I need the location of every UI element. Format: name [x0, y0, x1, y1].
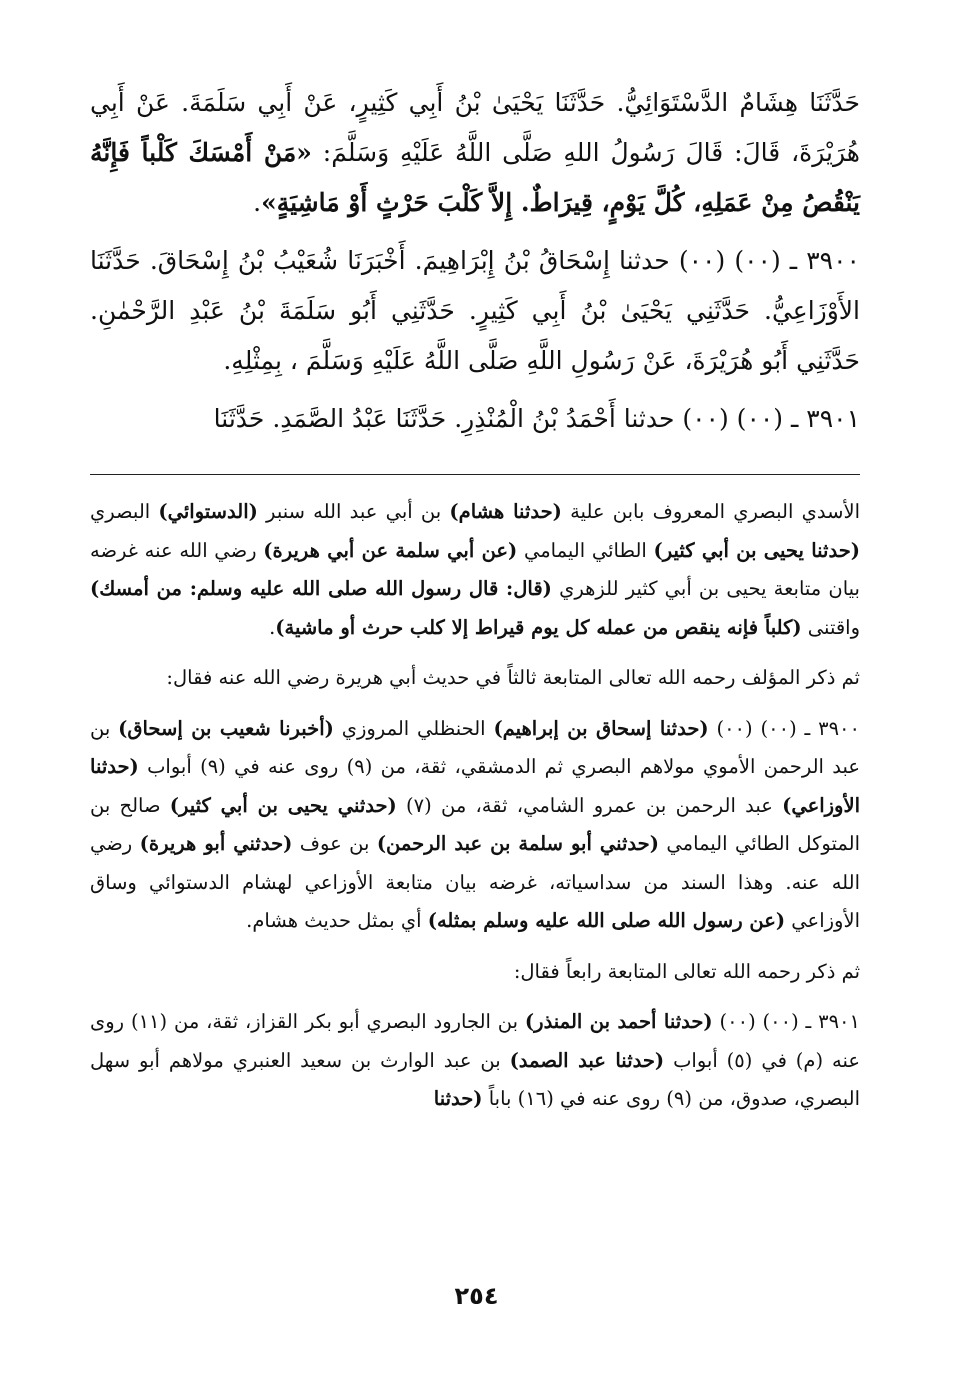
- text-segment: ٣٩٠١ ـ (٠٠) (٠٠): [712, 1010, 861, 1033]
- text-segment: الطائي اليمامي: [517, 538, 654, 562]
- commentary-paragraph-2: ثم ذكر المؤلف رحمه الله تعالى المتابعة ثالثاً في حديث أبي هريرة رضي الله عنه فقال:: [166, 666, 860, 689]
- commentary-paragraph-4: ثم ذكر رحمه الله تعالى المتابعة رابعاً فقال:: [513, 959, 860, 983]
- text-segment: بن عبد الوارث بن سعيد العنبري مولاهم أبو سهل البصري، صدوق، من (٩) روى عنه في (١٦) باباً: [90, 1048, 860, 1110]
- page-number: ٢٥٤: [454, 1282, 499, 1310]
- commentary-paragraph-1: [90, 493, 860, 647]
- hadith-paragraph-1: [90, 78, 860, 228]
- text-segment: رضي الله عنه. وهذا السند من سداسياته، غرضه بيان متابعة الأوزاعي لهشام الدستوائي وساق الأوزاعي: [90, 832, 860, 932]
- quoted-segment: (حدثنا هشام): [449, 500, 562, 523]
- text-segment: صالح بن المتوكل الطائي اليمامي: [90, 793, 860, 855]
- quoted-segment: (حدثني أبو سلمة بن عبد الرحمن): [376, 832, 659, 855]
- quoted-segment: (حدثني أبو هريرة): [139, 832, 293, 855]
- text-segment: الحنظلي المروزي: [333, 716, 494, 740]
- text-segment: البصري: [90, 500, 159, 523]
- quoted-segment: (حدثني يحيى بن أبي كثير): [169, 793, 397, 817]
- quoted-segment: (قال: قال رسول الله صلى الله عليه وسلم: من أمسك): [90, 577, 552, 600]
- quoted-segment: (حدثنا الأوزاعي): [90, 755, 861, 817]
- quoted-segment: (حدثنا عبد الصمد): [509, 1048, 665, 1072]
- text-segment: بن الجارود البصري أبو بكر القزاز، ثقة، من (١١) روى عنه (م) في (٥) أبواب: [90, 1010, 860, 1072]
- text-segment: عبد الرحمن بن عمرو الشامي، ثقة، من (٧): [396, 793, 783, 817]
- quoted-segment: (الدستوائي): [158, 500, 258, 523]
- text-segment: بن عوف: [292, 832, 377, 855]
- text-segment: ٣٩٠٠ ـ (٠٠) (٠٠): [708, 716, 860, 740]
- quoted-segment: (حدثنا أحمد بن المنذر): [524, 1010, 713, 1033]
- quoted-segment: (حدثنا: [433, 1087, 483, 1110]
- text-segment: الأسدي البصري المعروف بابن علية: [561, 500, 861, 523]
- footnote-divider: [90, 474, 860, 475]
- text-segment: حَدَّثَنَا هِشَامٌ الدَّسْتَوَائِيُّ. حَدَّثَنَا يَحْيَىٰ بْنُ أَبِي كَثِيرٍ، عَنْ أَبِي سَلَمَةَ. عَنْ أَبِي هُرَيْرَةَ، قَالَ: قَالَ رَسُولُ اللهِ صَلَّى اللَّهُ عَلَيْهِ وَسَلَّمَ:: [90, 88, 860, 167]
- text-segment: .: [269, 615, 276, 639]
- text-segment: واقتنى: [801, 615, 860, 639]
- text-segment: أي بمثل حديث هشام.: [246, 909, 428, 932]
- hadith-text: [90, 78, 860, 444]
- commentary-paragraph-5: [90, 1003, 860, 1119]
- quoted-segment: (كلباً فإنه ينقص من عمله كل يوم قيراط إلا كلب حرث أو ماشية): [275, 615, 802, 639]
- quoted-segment: (أخبرنا شعيب بن إسحاق): [118, 716, 334, 740]
- commentary-text: [90, 493, 860, 1119]
- quoted-segment: (عن رسول الله صلى الله عليه وسلم بمثله): [427, 909, 786, 932]
- text-segment: .: [253, 188, 262, 217]
- text-segment: رضي الله عنه غرضه بيان متابعة يحيى بن أبي كثير للزهري: [90, 538, 860, 600]
- quoted-segment: (عن أبي سلمة عن أبي هريرة): [263, 538, 518, 562]
- text-segment: بن عبد الرحمن الأموي مولاهم البصري ثم الدمشقي، ثقة، من (٩) روى عنه في (٩) أبواب: [90, 716, 861, 778]
- prophet-saying: «مَنْ أَمْسَكَ كَلْباً فَإِنَّهُ يَنْقُصُ مِنْ عَمَلِهِ، كُلَّ يَوْمٍ، قِيرَاطٌ. إِلاَّ كَلْبَ حَرْثٍ أَوْ مَاشِيَةٍ»: [90, 138, 860, 217]
- quoted-segment: (حدثنا إسحاق بن إبراهيم): [493, 716, 709, 740]
- hadith-paragraph-3901: ٣٩٠١ ـ (٠٠) (٠٠) حدثنا أَحْمَدُ بْنُ الْمُنْذِرِ. حَدَّثَنَا عَبْدُ الصَّمَدِ. حَدَّثَنَا: [213, 404, 860, 433]
- text-segment: بن أبي عبد الله سنبر: [257, 500, 450, 523]
- commentary-paragraph-3: [90, 710, 860, 941]
- quoted-segment: (حدثنا يحيى بن أبي كثير): [653, 538, 861, 562]
- hadith-paragraph-3900: ٣٩٠٠ ـ (٠٠) (٠٠) حدثنا إِسْحَاقُ بْنُ إِبْرَاهِيمَ. أَخْبَرَنَا شُعَيْبُ بْنُ إِسْحَاقَ. حَدَّثَنَا الأَوْزَاعِيُّ. حَدَّثَنِي يَحْيَىٰ بْنُ أَبِي كَثِيرٍ. حَدَّثَنِي أَبُو سَلَمَةَ بْنُ عَبْدِ الرَّحْمٰنِ. حَدَّثَنِي أَبُو هُرَيْرَةَ، عَنْ رَسُولِ اللَّهِ صَلَّى اللَّهُ عَلَيْهِ وَسَلَّمَ ، بِمِثْلِهِ.: [90, 246, 860, 375]
- book-page: [90, 78, 860, 1308]
